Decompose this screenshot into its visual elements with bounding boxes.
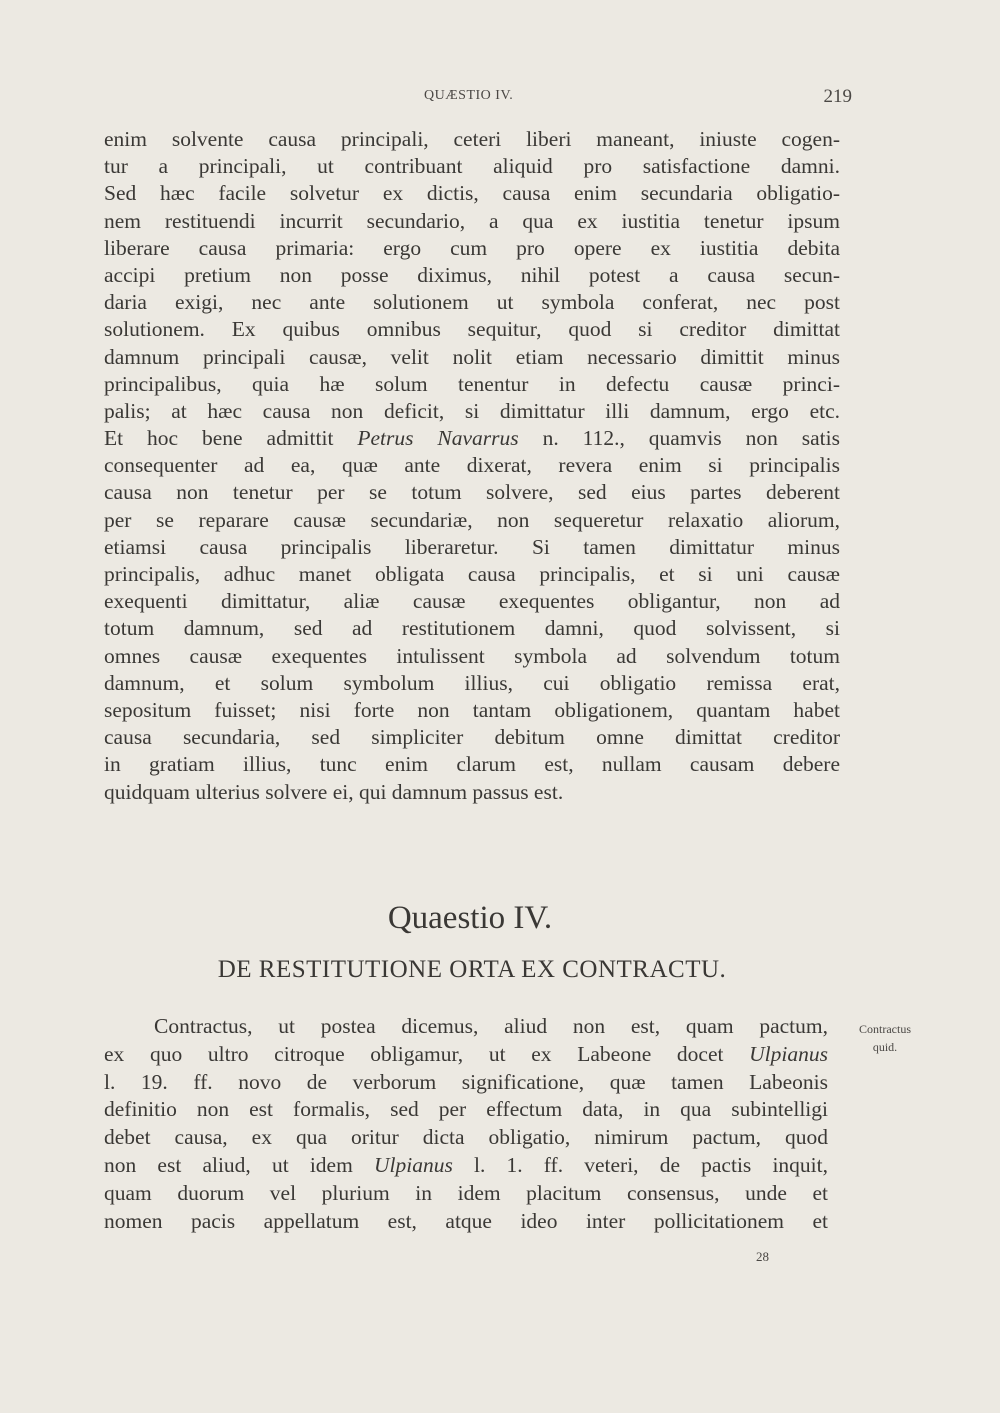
body-paragraph: [104, 126, 840, 806]
body-line: quidquam ulterius solvere ei, qui damnum passus est.: [104, 779, 564, 804]
author-name: Petrus Navarrus: [357, 426, 519, 451]
body-line: in gratiam illius, tunc enim clarum est, nullam causam debere: [104, 752, 840, 777]
body-line: nem restituendi incurrit secundario, a qua ex iustitia tenetur ipsum: [104, 208, 840, 233]
section-line: [104, 1013, 828, 1041]
body-line: sepositum fuisset; nisi forte non tantam obligationem, quantam habet: [104, 697, 840, 722]
body-line: enim solvente causa principali, ceteri liberi maneant, iniuste cogen-: [104, 127, 840, 151]
section-line: [104, 1180, 828, 1208]
body-line: causa non tenetur per se totum solvere, sed eius partes deberent: [104, 480, 840, 505]
text-run: debet causa, ex qua oritur dicta obligatio, nimirum pactum, quod: [104, 1125, 828, 1150]
body-line: liberare causa primaria: ergo cum pro opere ex iustitia debita: [104, 235, 840, 260]
body-line: tur a principali, ut contribuant aliquid pro satisfactione damni.: [104, 154, 840, 179]
margin-note: [842, 1020, 928, 1056]
body-line: totum damnum, sed ad restitutionem damni, quod solvissent, si: [104, 616, 840, 641]
section-line: [104, 1096, 828, 1124]
body-line: solutionem. Ex quibus omnibus sequitur, quod si creditor dimittat: [104, 317, 840, 342]
body-line: exequenti dimittatur, aliæ causæ exequentes obligantur, non ad: [104, 589, 840, 614]
running-head: QUÆSTIO IV.: [424, 88, 514, 103]
text-run: ex quo ultro citroque obligamur, ut ex Labeone docet: [104, 1041, 750, 1066]
body-line: palis; at hæc causa non deficit, si dimittatur illi damnum, ergo etc.: [104, 398, 840, 423]
author-name: Ulpianus: [749, 1041, 828, 1066]
page-header: [100, 86, 852, 110]
margin-note-line: quid.: [872, 1040, 898, 1054]
section-line: [104, 1069, 828, 1097]
section-line: [104, 1152, 828, 1180]
text-run: non est aliud, ut idem: [104, 1152, 374, 1177]
signature-mark: 28: [756, 1249, 769, 1264]
text-run: quam duorum vel plurium in idem placitum consensus, unde et: [104, 1180, 828, 1205]
body-line: damnum principali causæ, velit nolit etiam necessario dimittit minus: [104, 344, 840, 369]
margin-note-line: Contractus: [859, 1022, 911, 1036]
text-run: Et hoc bene admittit: [104, 426, 358, 451]
body-line: daria exigi, nec ante solutionem ut symbola conferat, nec post: [104, 290, 840, 315]
text-run: nomen pacis appellatum est, atque ideo inter pollicitationem et: [104, 1208, 828, 1233]
body-line: consequenter ad ea, quæ ante dixerat, revera enim si principalis: [104, 453, 840, 478]
body-line: accipi pretium non posse diximus, nihil potest a causa secun-: [104, 262, 840, 287]
text-run: l. 19. ff. novo de verborum significatione, quæ tamen Labeonis: [104, 1069, 828, 1094]
page-number: 219: [823, 86, 852, 107]
body-line: etiamsi causa principalis liberaretur. Si tamen dimittatur minus: [104, 534, 840, 559]
author-name: Ulpianus: [373, 1152, 453, 1177]
body-line: principalibus, quia hæ solum tenentur in defectu causæ princi-: [104, 371, 840, 396]
section-line: [104, 1041, 828, 1069]
body-line: causa secundaria, sed simpliciter debitum omne dimittat creditor: [104, 725, 840, 750]
text-run: n. 112., quamvis non satis: [518, 426, 840, 451]
body-line: omnes causæ exequentes intulissent symbola ad solvendum totum: [104, 643, 840, 668]
section-paragraph: [104, 1013, 828, 1235]
body-line: per se reparare causæ secundariæ, non sequeretur relaxatio aliorum,: [104, 507, 840, 532]
section-line: [104, 1208, 828, 1236]
text-run: definitio non est formalis, sed per effectum data, in qua subintelligi: [104, 1097, 828, 1122]
body-line: principalis, adhuc manet obligata causa principalis, et si uni causæ: [104, 562, 840, 586]
section-title: DE RESTITUTIONE ORTA EX CONTRACTU.: [217, 956, 727, 983]
chapter-title: Quaestio IV.: [387, 900, 553, 936]
body-line: damnum, et solum symbolum illius, cui obligatio remissa erat,: [104, 670, 840, 695]
text-run: Contractus, ut postea dicemus, aliud non est, quam pactum,: [154, 1014, 828, 1038]
text-run: l. 1. ff. veteri, de pactis inquit,: [452, 1152, 828, 1177]
body-line: [104, 425, 840, 452]
body-line: Sed hæc facile solvetur ex dictis, causa enim secundaria obligatio-: [104, 181, 840, 206]
section-line: [104, 1124, 828, 1152]
